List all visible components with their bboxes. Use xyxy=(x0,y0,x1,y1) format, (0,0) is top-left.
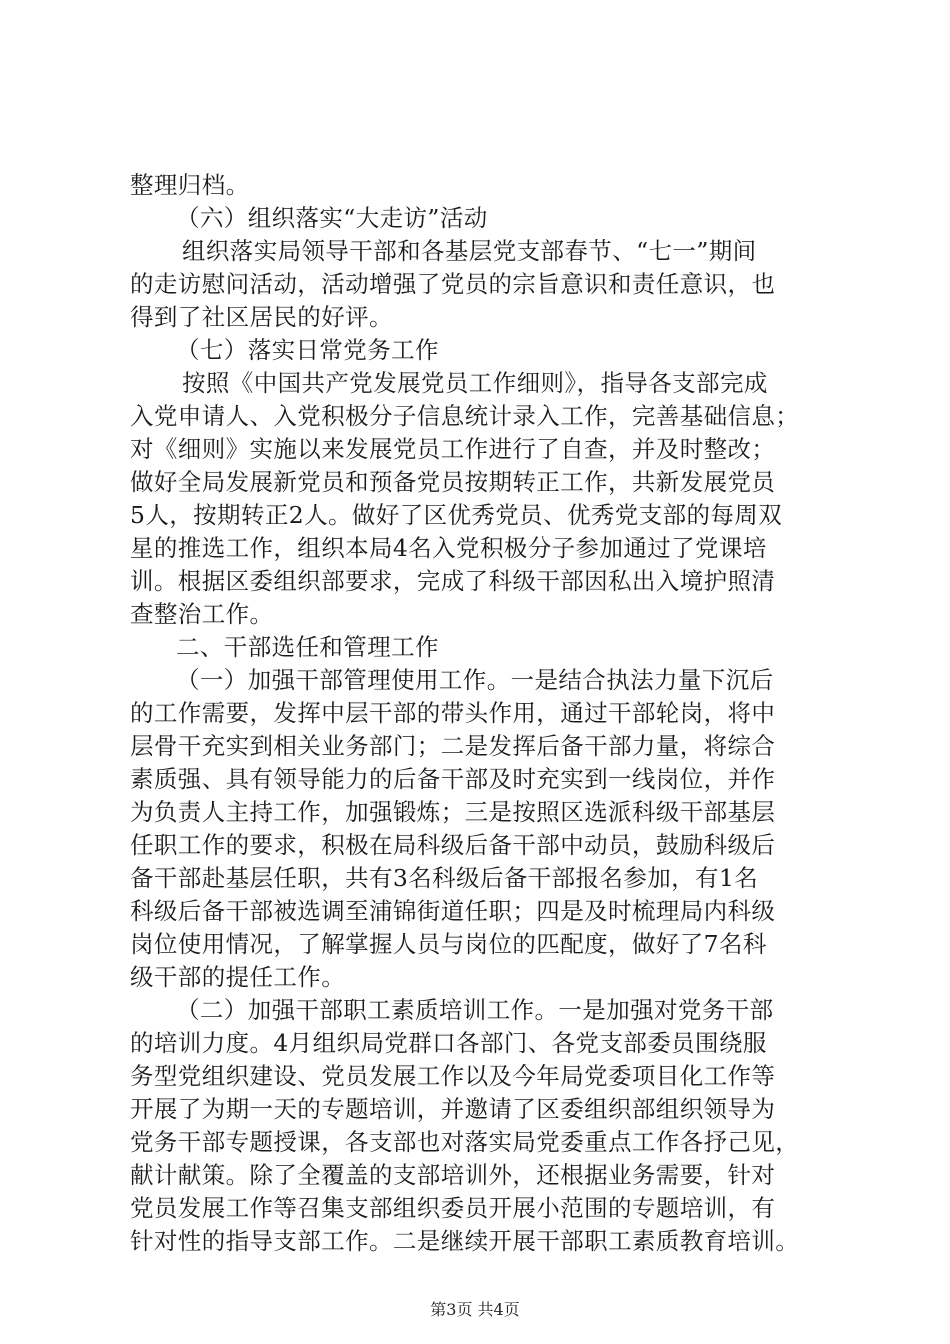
text-line: 科级后备干部被选调至浦锦街道任职；四是及时梳理局内科级 xyxy=(130,897,776,925)
text-line: 的走访慰问活动，活动增强了党员的宗旨意识和责任意识，也 xyxy=(130,270,776,298)
text-line: 组织落实局领导干部和各基层党支部春节、“七一”期间 xyxy=(182,237,757,265)
section-heading: （六）组织落实“大走访”活动 xyxy=(176,204,488,232)
text-line: 层骨干充实到相关业务部门；二是发挥后备干部力量，将综合 xyxy=(130,732,776,760)
text-line: 党员发展工作等召集支部组织委员开展小范围的专题培训，有 xyxy=(130,1194,776,1222)
text-line: 务型党组织建设、党员发展工作以及今年局党委项目化工作等 xyxy=(130,1062,776,1090)
text-line: 针对性的指导支部工作。二是继续开展干部职工素质教育培训。 xyxy=(130,1227,800,1255)
text-line: 素质强、具有领导能力的后备干部及时充实到一线岗位，并作 xyxy=(130,765,776,793)
text-line: 查整治工作。 xyxy=(130,600,274,628)
text-line: 的培训力度。4月组织局党群口各部门、各党支部委员围绕服 xyxy=(130,1029,767,1057)
text-line: 党务干部专题授课，各支部也对落实局党委重点工作各抒己见， xyxy=(130,1128,800,1156)
text-line: 入党申请人、入党积极分子信息统计录入工作，完善基础信息； xyxy=(130,402,800,430)
text-line: 级干部的提任工作。 xyxy=(130,963,346,991)
text-line: （一）加强干部管理使用工作。一是结合执法力量下沉后 xyxy=(176,666,774,694)
text-line: 整理归档。 xyxy=(130,171,250,199)
page-number-footer: 第3页 共4页 xyxy=(430,1300,520,1319)
text-line: 星的推选工作，组织本局4名入党积极分子参加通过了党课培 xyxy=(130,534,767,562)
text-line: 做好全局发展新党员和预备党员按期转正工作，共新发展党员 xyxy=(130,468,776,496)
text-line: 对《细则》实施以来发展党员工作进行了自查，并及时整改； xyxy=(130,435,776,463)
text-line: 按照《中国共产党发展党员工作细则》，指导各支部完成 xyxy=(182,369,768,397)
text-line: 任职工作的要求，积极在局科级后备干部中动员，鼓励科级后 xyxy=(130,831,776,859)
text-line: 备干部赴基层任职，共有3名科级后备干部报名参加，有1名 xyxy=(130,864,759,892)
text-line: 岗位使用情况，了解掌握人员与岗位的匹配度，做好了7名科 xyxy=(130,930,767,958)
text-line: （二）加强干部职工素质培训工作。一是加强对党务干部 xyxy=(176,996,774,1024)
text-line: 为负责人主持工作，加强锻炼；三是按照区选派科级干部基层 xyxy=(130,798,776,826)
text-line: 训。根据区委组织部要求，完成了科级干部因私出入境护照清 xyxy=(130,567,776,595)
text-line: 献计献策。除了全覆盖的支部培训外，还根据业务需要，针对 xyxy=(130,1161,776,1189)
section-heading: （七）落实日常党务工作 xyxy=(176,336,439,364)
text-line: 得到了社区居民的好评。 xyxy=(130,303,393,331)
section-heading: 二、干部选任和管理工作 xyxy=(176,633,439,661)
text-line: 开展了为期一天的专题培训，并邀请了区委组织部组织领导为 xyxy=(130,1095,776,1123)
text-line: 的工作需要，发挥中层干部的带头作用，通过干部轮岗，将中 xyxy=(130,699,776,727)
text-line: 5人，按期转正2人。做好了区优秀党员、优秀党支部的每周双 xyxy=(130,501,783,529)
